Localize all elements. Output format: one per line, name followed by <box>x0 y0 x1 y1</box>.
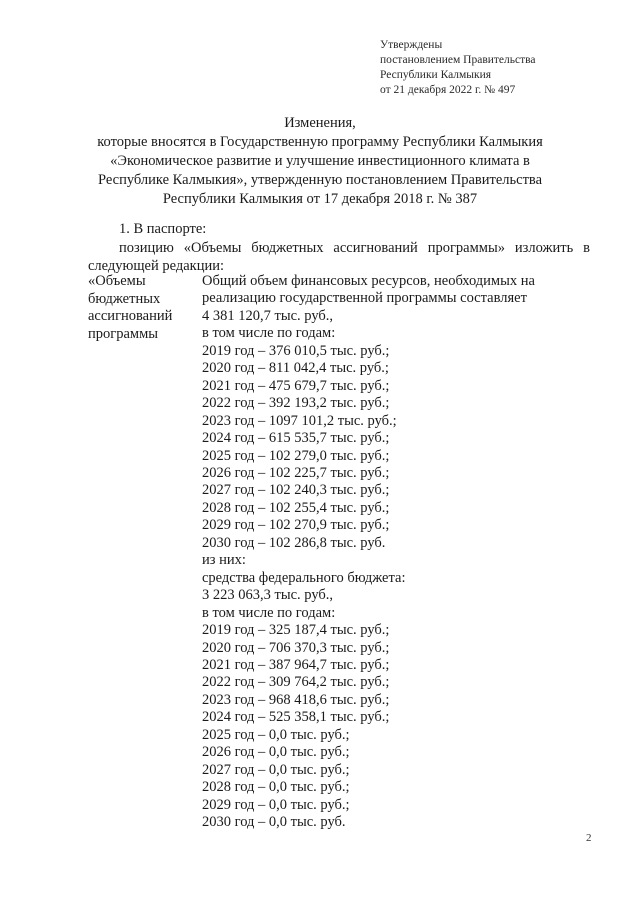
document-title <box>70 114 570 209</box>
year-line: 2028 год – 0,0 тыс. руб.; <box>202 779 350 796</box>
by-years-heading: в том числе по годам: <box>202 325 336 342</box>
year-line: 2028 год – 102 255,4 тыс. руб.; <box>202 499 390 516</box>
title-line: Республики Калмыкия от 17 декабря 2018 г. № 387 <box>162 191 478 207</box>
federal-by-years-heading: в том числе по годам: <box>202 604 336 621</box>
year-line: 2029 год – 102 270,9 тыс. руб.; <box>202 517 390 534</box>
year-line: 2025 год – 102 279,0 тыс. руб.; <box>202 447 390 464</box>
title-line: «Экономическое развитие и улучшение инвестиционного климата в <box>110 153 530 169</box>
approval-line: постановлением Правительства <box>380 54 536 66</box>
federal-years-list <box>202 622 535 831</box>
approval-line: Утверждены <box>380 39 443 51</box>
paragraph-line: следующей редакции: <box>88 258 225 274</box>
approval-line: Республики Калмыкия <box>380 69 492 81</box>
intro-line: Общий объем финансовых ресурсов, необходимых на <box>202 273 535 289</box>
year-line: 2024 год – 615 535,7 тыс. руб.; <box>202 430 390 447</box>
year-line: 2029 год – 0,0 тыс. руб.; <box>202 796 350 813</box>
year-line: 2030 год – 102 286,8 тыс. руб. <box>202 534 386 551</box>
label-line: «Объемы <box>88 273 146 289</box>
year-line: 2030 год – 0,0 тыс. руб. <box>202 814 346 831</box>
federal-total: 3 223 063,3 тыс. руб., <box>202 587 334 604</box>
title-line: которые вносятся в Государственную программу Республики Калмыкия <box>97 134 543 150</box>
instruction-paragraph <box>88 239 590 275</box>
federal-label: средства федерального бюджета: <box>202 569 406 586</box>
budget-content <box>202 273 535 832</box>
label-line: бюджетных <box>88 290 161 307</box>
total-amount: 4 381 120,7 тыс. руб., <box>202 307 334 324</box>
year-line: 2023 год – 968 418,6 тыс. руб.; <box>202 691 390 708</box>
approval-block <box>380 38 536 98</box>
year-line: 2026 год – 0,0 тыс. руб.; <box>202 744 350 761</box>
page-number: 2 <box>586 832 592 844</box>
year-line: 2025 год – 0,0 тыс. руб.; <box>202 726 350 743</box>
year-line: 2027 год – 0,0 тыс. руб.; <box>202 761 350 778</box>
year-line: 2027 год – 102 240,3 тыс. руб.; <box>202 482 390 499</box>
year-line: 2019 год – 325 187,4 тыс. руб.; <box>202 622 390 639</box>
year-line: 2021 год – 387 964,7 тыс. руб.; <box>202 656 390 673</box>
year-line: 2022 год – 309 764,2 тыс. руб.; <box>202 674 390 691</box>
title-line: Республике Калмыкия», утвержденную постановлением Правительства <box>97 172 543 188</box>
year-line: 2020 год – 706 370,3 тыс. руб.; <box>202 639 390 656</box>
approval-date: от 21 декабря 2022 г. № 497 <box>380 84 516 96</box>
section-point: 1. В паспорте: <box>119 221 207 237</box>
year-line: 2021 год – 475 679,7 тыс. руб.; <box>202 377 390 394</box>
year-line: 2026 год – 102 225,7 тыс. руб.; <box>202 464 390 481</box>
total-years-list <box>202 343 535 552</box>
year-line: 2023 год – 1097 101,2 тыс. руб.; <box>202 412 397 429</box>
intro-line: реализацию государственной программы составляет <box>202 290 527 307</box>
label-line: программы <box>88 325 158 342</box>
year-line: 2024 год – 525 358,1 тыс. руб.; <box>202 709 390 726</box>
label-line: ассигнований <box>88 308 173 325</box>
of-them-heading: из них: <box>202 552 246 569</box>
year-line: 2020 год – 811 042,4 тыс. руб.; <box>202 360 389 377</box>
year-line: 2022 год – 392 193,2 тыс. руб.; <box>202 395 390 412</box>
paragraph-line: позицию «Объемы бюджетных ассигнований программы» изложить в <box>119 240 590 256</box>
position-label <box>88 273 172 343</box>
title-line: Изменения, <box>284 115 356 131</box>
year-line: 2019 год – 376 010,5 тыс. руб.; <box>202 342 390 359</box>
